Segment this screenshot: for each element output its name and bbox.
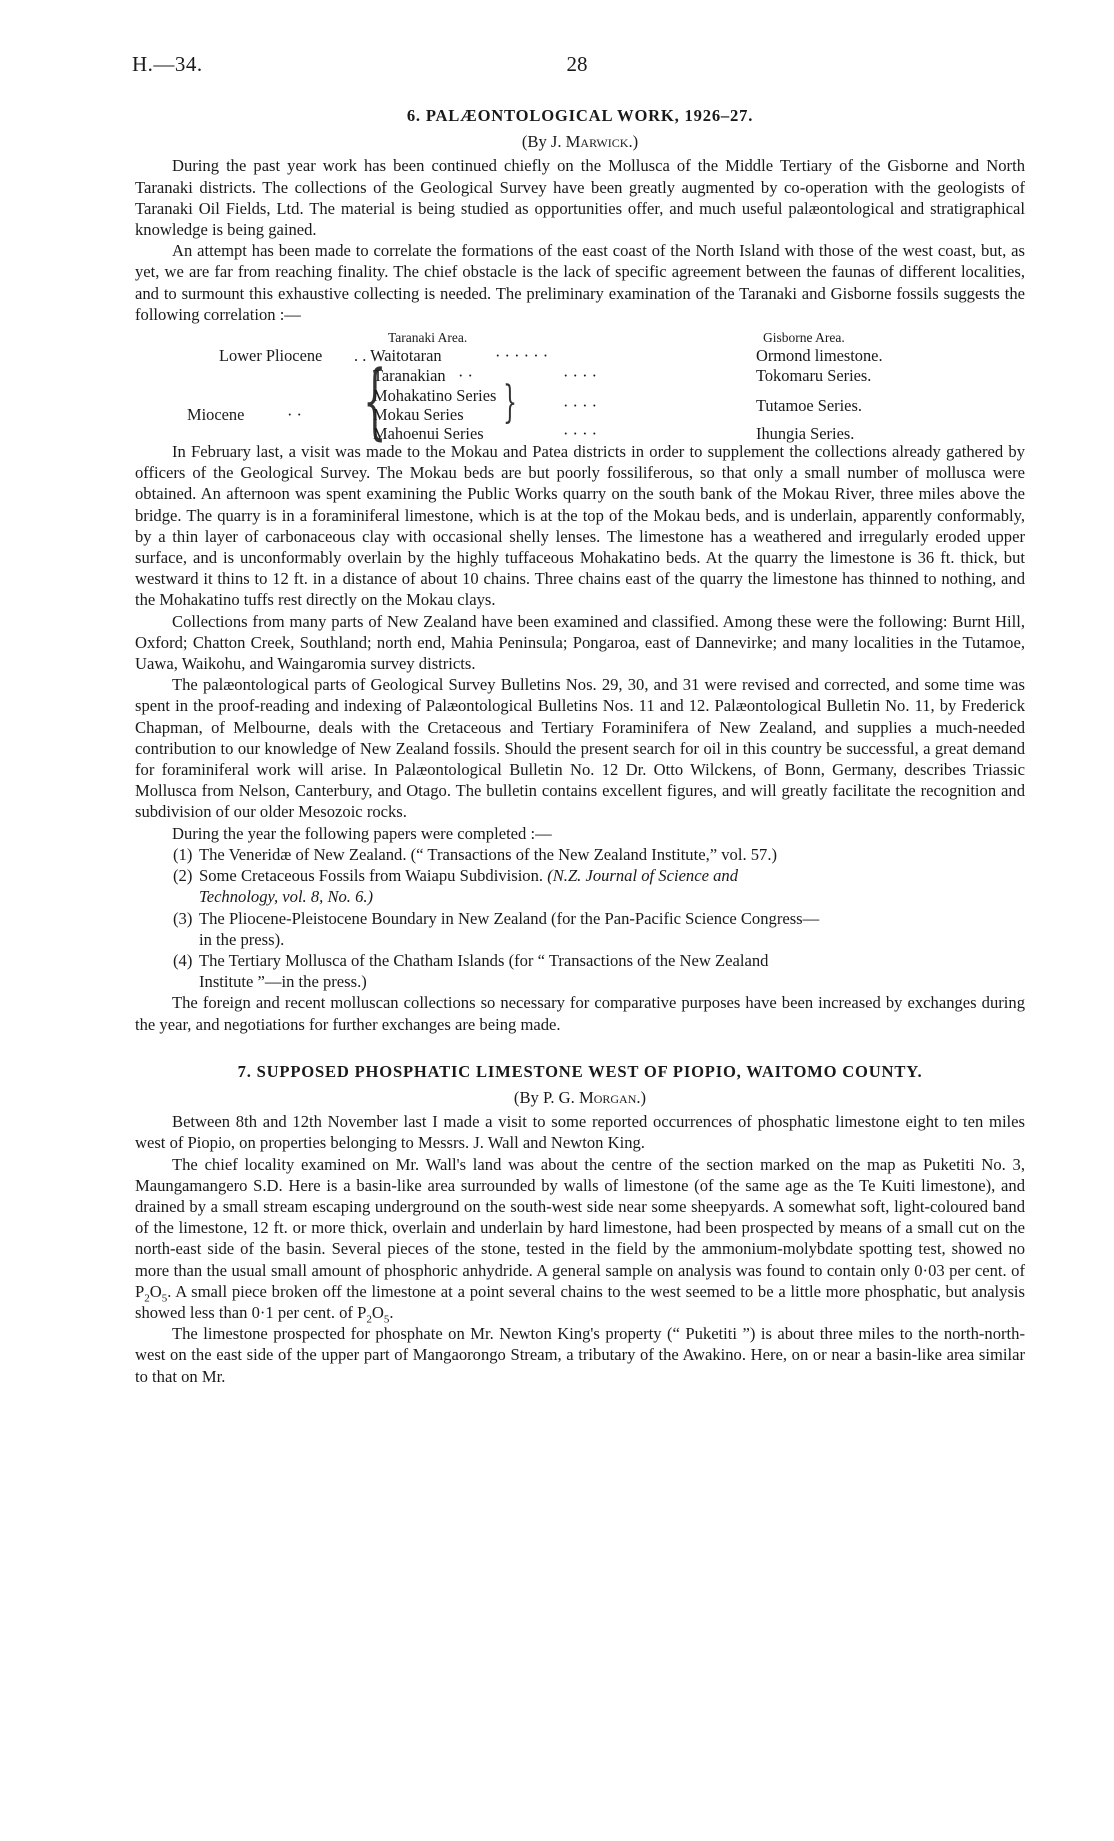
list-item-continuation: Technology, vol. 8, No. 6.) [199,887,374,907]
column-header-taranaki: Taranaki Area. [388,330,468,346]
taranaki-taranakian: Taranakian [373,366,446,386]
correlation-table [135,327,1025,450]
paragraph: Between 8th and 12th November last I made a visit to some reported occurrences of phosphatic limestone eight to ten miles west of Piopio, on properties belonging to Messrs. J. Wall and Newton King. [135,1112,1025,1153]
section-7-title: 7. SUPPOSED PHOSPHATIC LIMESTONE WEST OF PIOPIO, WAITOMO COUNTY. [237,1061,923,1081]
age-miocene: Miocene [187,405,245,425]
list-item: (1) The Veneridæ of New Zealand. (“ Transactions of the New Zealand Institute,” vol. 57.) [173,844,778,864]
dot-leader: · · · · [563,424,598,444]
document-id: H.—34. [132,52,203,76]
list-item-continuation: Institute ”—in the press.) [199,972,367,992]
papers-list [135,844,1025,992]
paragraph: In February last, a visit was made to the Mokau and Patea districts in order to supplement the collections already gathered by officers of the Geological Survey. The Mokau beds are but poorly fossiliferous, so that only a small number of mollusca were obtained. An afternoon was spent examining the Public Works quarry on the south bank of the Mokau River, three miles above the bridge. The quarry is in a foraminiferal limestone, which is at the top of the Mokau beds, and is underlain, apparently conformably, by a thin layer of carbonaceous clay with occasional shelly lenses. The limestone has a weathered and irregularly eroded upper surface, and is unconformably overlain by the highly tuffaceous Mohakatino beds. At the quarry the limestone is 36 ft. thick, but westward it thins to 12 ft. in a distance of about 10 chains. Three chains east of the quarry the limestone has thinned to nothing, and the Mohakatino tuffs rest directly on the Mokau clays. [135,442,1025,610]
list-item: (2) Some Cretaceous Fossils from Waiapu Subdivision. (N.Z. Journal of Science and [173,866,738,886]
column-header-gisborne: Gisborne Area. [763,330,845,346]
list-item-continuation: in the press). [199,929,285,949]
paragraph: The limestone prospected for phosphate on Mr. Newton King's property (“ Puketiti ”) is about three miles to the north-north-west on the east side of the upper part of Mangaorongo Stream, a tributary of the Awakino. Here, on or near a basin-like area similar to that on Mr. [135,1324,1025,1386]
paragraph: During the past year work has been continued chiefly on the Mollusca of the Middle Tertiary of the Gisborne and North Taranaki districts. The collections of the Geological Survey have been greatly augmented by co-operation with the geologists of Taranaki Oil Fields, Ltd. The material is being studied as opportunities offer, and much useful palæontological and stratigraphical knowledge is being gained. [135,156,1025,240]
gisborne-tutamoe: Tutamoe Series. [756,396,862,416]
page-body [135,105,1025,1387]
list-item: (3) The Pliocene-Pleistocene Boundary in New Zealand (for the Pan-Pacific Science Congress— [173,908,820,928]
paragraph: The palæontological parts of Geological Survey Bulletins Nos. 29, 30, and 31 were revised and corrected, and some time was spent in the proof-reading and indexing of Palæontological Bulletins Nos. 11 and 12. Palæontological Bulletin No. 11, by Frederick Chapman, of Melbourne, deals with the Cretaceous and Tertiary Foraminifera of New Zealand, and supplies a much-needed contribution to our knowledge of New Zealand fossils. Should the present search for oil in this country be successful, a great demand for foraminiferal work will arise. In Palæontological Bulletin No. 12 Dr. Otto Wilckens, of Bonn, Germany, describes Triassic Mollusca from Nelson, Canterbury, and Otago. The bulletin contains excellent figures, and will greatly facilitate the recognition and subdivision of our older Mesozoic rocks. [135,675,1025,822]
paragraph: An attempt has been made to correlate the formations of the east coast of the North Island with those of the west coast, but, as yet, we are far from reaching finality. The chief obstacle is the lack of specific agreement between the faunas of different localities, and to surmount this exhaustive collecting is needed. The preliminary examination of the Taranaki and Gisborne fossils suggests the following correlation :— [135,241,1025,324]
taranaki-mahoenui: Mahoenui Series [373,424,484,444]
taranaki-mokau: Mokau Series [373,405,464,425]
taranaki-mohakatino: Mohakatino Series [373,386,497,406]
taranaki-waitotaran: . . Waitotaran [354,346,442,366]
right-brace: } [503,377,517,429]
left-brace: { [363,354,387,450]
gisborne-ihungia: Ihungia Series. [756,424,855,444]
dot-leader: · · · · [563,366,598,386]
running-header [132,52,1022,82]
author-name: Morgan [578,1087,637,1107]
dot-leader: · · [287,405,303,425]
section-6-byline: (By J. Marwick.) [521,132,639,152]
gisborne-ormond: Ormond limestone. [756,346,883,366]
gisborne-tokomaru: Tokomaru Series. [756,366,872,386]
dot-leader: · · · · · · [495,346,549,366]
paragraph: The foreign and recent molluscan collections so necessary for comparative purposes have been increased by exchanges during the year, and negotiations for further exchanges are being made. [135,993,1025,1034]
dot-leader: · · · · [563,396,598,416]
paragraph: During the year the following papers were completed :— [172,823,552,843]
list-item: (4) The Tertiary Mollusca of the Chatham Islands (for “ Transactions of the New Zealand [173,950,769,970]
paragraph: Collections from many parts of New Zealand have been examined and classified. Among these were the following: Burnt Hill, Oxford; Chatton Creek, Southland; north end, Mahia Peninsula; Pongaroa, east of Dannevirke; and many localities in the Tutamoe, Uawa, Waikohu, and Waingaromia survey districts. [135,611,1025,674]
section-6-title: 6. PALÆONTOLOGICAL WORK, 1926–27. [406,106,754,125]
section-7-byline: (By P. G. Morgan.) [513,1087,647,1107]
page-number: 28 [566,52,588,76]
paragraph: The chief locality examined on Mr. Wall's land was about the centre of the section marked on the map as Puketiti No. 3, Maungamangero S.D. Here is a basin-like area surrounded by walls of limestone (of the same age as the Te Kuiti limestone), and drained by a small stream escaping underground on the south-west side near some sheepyards. A somewhat soft, light-coloured band of the limestone, 12 ft. or more thick, overlain and underlain by hard limestone, had been prospected by means of a small cut on the north-east side of the basin. Several pieces of the stone, tested in the field by the ammonium-molybdate spotting test, showed no more than the usual small amount of phosphoric anhydride. A general sample on analysis was found to contain only 0·03 per cent. of $P_2O_5$. A small piece broken off the limestone at a point several chains to the west seemed to be a little more phosphatic, but analysis showed less than 0·1 per cent. of $P_2O_5$. [135,1154,1025,1326]
author-name: Marwick [565,132,629,152]
age-lower-pliocene: Lower Pliocene [219,346,323,366]
dot-leader: · · [458,366,474,386]
